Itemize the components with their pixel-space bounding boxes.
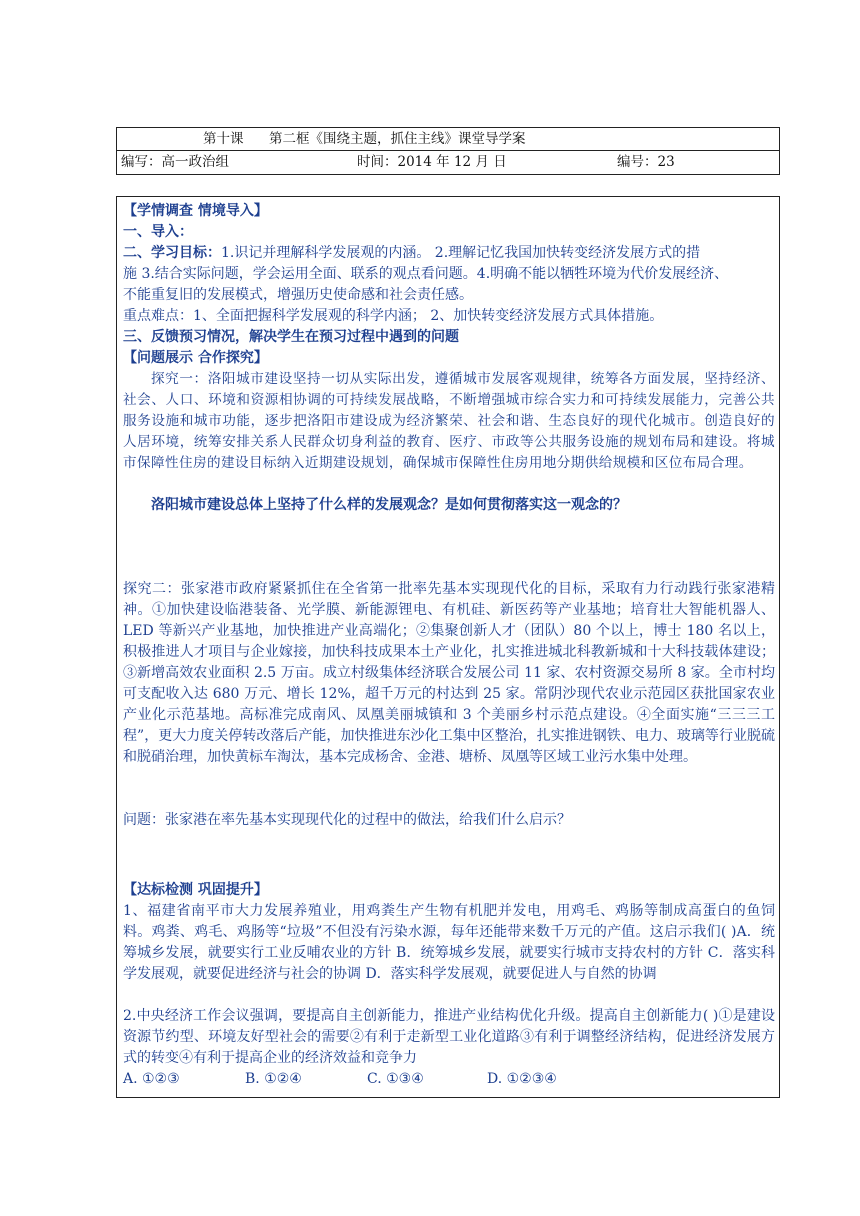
option-a: A. ①②③ [123,1071,180,1087]
goals-line-3: 不能重复旧的发展模式，增强历史使命感和社会责任感。 [123,287,473,303]
goals-line-2: 施 3.结合实际问题，学会运用全面、联系的观点看问题。4.明确不能以牺牲环境为代价发展经济、 [123,266,729,282]
test-question-2: 2.中央经济工作会议强调，要提高自主创新能力，推进产业结构优化升级。提高自主创新能力( )①是建设资源节约型、环境友好型社会的需要②有利于走新型工业化道路③有利于调整经济结构，促进经济发展方式的转变④有利于提高企业的经济效益和竞争力 [123,1008,775,1066]
section-heading-survey: 【学情调查 情境导入】 [123,203,268,219]
option-b: B. ①②④ [245,1071,302,1087]
header-table [116,127,780,175]
content-table [116,196,780,1098]
test-question-1: 1、福建省南平市大力发展养殖业，用鸡粪生产生物有机肥并发电，用鸡毛、鸡肠等制成高蛋白的鱼饲料。鸡粪、鸡毛、鸡肠等“垃圾”不但没有污染水源，每年还能带来数千万元的产值。这启示我们( )A．统筹城乡发展，就要实行工业反哺农业的方针 B．统筹城乡发展，就要实行城市支持农村的方针 C．落实科学发展观，就要促进经济与社会的协调 D．落实科学发展观，就要促进人与自然的协调 [123,903,775,982]
time-label: 时间：2014 年 12 月 日 [357,154,507,170]
section-heading-test: 【达标检测 巩固提升】 [123,882,268,898]
explore-two-text: 探究二：张家港市政府紧紧抓住在全省第一批率先基本实现现代化的目标，采取有力行动践行张家港精神。①加快建设临港装备、光学膜、新能源锂电、有机硅、新医药等产业基地；培育壮大智能机器人、LED 等新兴产业基地，加快推进产业高端化；②集聚创新人才（团队）80 个以上，博士 180 名以上，积极推进人才项目与企业嫁接，加快科技成果本土产业化，扎实推进城北科教新城和十大科技载体建设；③新增高效农业面积 2.5 万亩。成立村级集体经济联合发展公司 11 家、农村资源交易所 8 家。全市村均可支配收入达 680 万元、增长 12%，超千万元的村达到 25 家。常阴沙现代农业示范园区获批国家农业产业化示范基地。高标准完成南风、凤凰美丽城镇和 3 个美丽乡村示范点建设。④全面实施“三三三工程”，更大力度关停转改落后产能，加快推进东沙化工集中区整治，扎实推进钢铁、电力、玻璃等行业脱硫和脱硝治理，加快黄标车淘汰，基本完成杨舍、金港、塘桥、凤凰等区域工业污水集中处理。 [123,581,775,765]
page-title: 第二框《围绕主题，抓住主线》课堂导学案 [269,131,526,147]
lesson-label: 第十课 [203,131,244,147]
feedback-heading: 三、反馈预习情况，解决学生在预习过程中遇到的问题 [123,329,459,345]
goals-text-1: 1.识记并理解科学发展观的内涵。 2.理解记忆我国加快转变经济发展方式的措 [221,245,701,261]
goals-label: 二、学习目标： [123,245,221,261]
option-c: C. ①③④ [367,1071,424,1087]
explore-one-text: 探究一：洛阳城市建设坚持一切从实际出发，遵循城市发展客观规律，统筹各方面发展，坚持经济、社会、人口、环境和资源相协调的可持续发展战略，不断增强城市综合实力和可持续发展能力，完善公共服务设施和城市功能，逐步把洛阳市建设成为经济繁荣、社会和谐、生态良好的现代化城市。创造良好的人居环境，统筹安排关系人民群众切身利益的教育、医疗、市政等公共服务设施的规划布局和建设。将城市保障性住房的建设目标纳入近期建设规划，确保城市保障性住房用地分期供给规模和区位布局合理。 [123,371,775,471]
editor-label: 编写：高一政治组 [121,154,229,170]
explore-one-question: 洛阳城市建设总体上坚持了什么样的发展观念？是如何贯彻落实这一观念的？ [151,497,627,513]
header-title-row [117,128,779,151]
section-heading-explore: 【问题展示 合作探究】 [123,350,268,366]
option-d: D. ①②③④ [487,1071,557,1087]
key-points: 重点难点：1、全面把握科学发展观的科学内涵； 2、加快转变经济发展方式具体措施。 [123,308,664,324]
goals-line-1 [123,243,773,264]
explore-two-question: 问题：张家港在率先基本实现现代化的过程中的做法，给我们什么启示？ [123,812,571,828]
number-label: 编号：23 [617,154,675,170]
header-info-row [117,150,779,174]
intro-heading: 一、导入： [123,224,193,240]
